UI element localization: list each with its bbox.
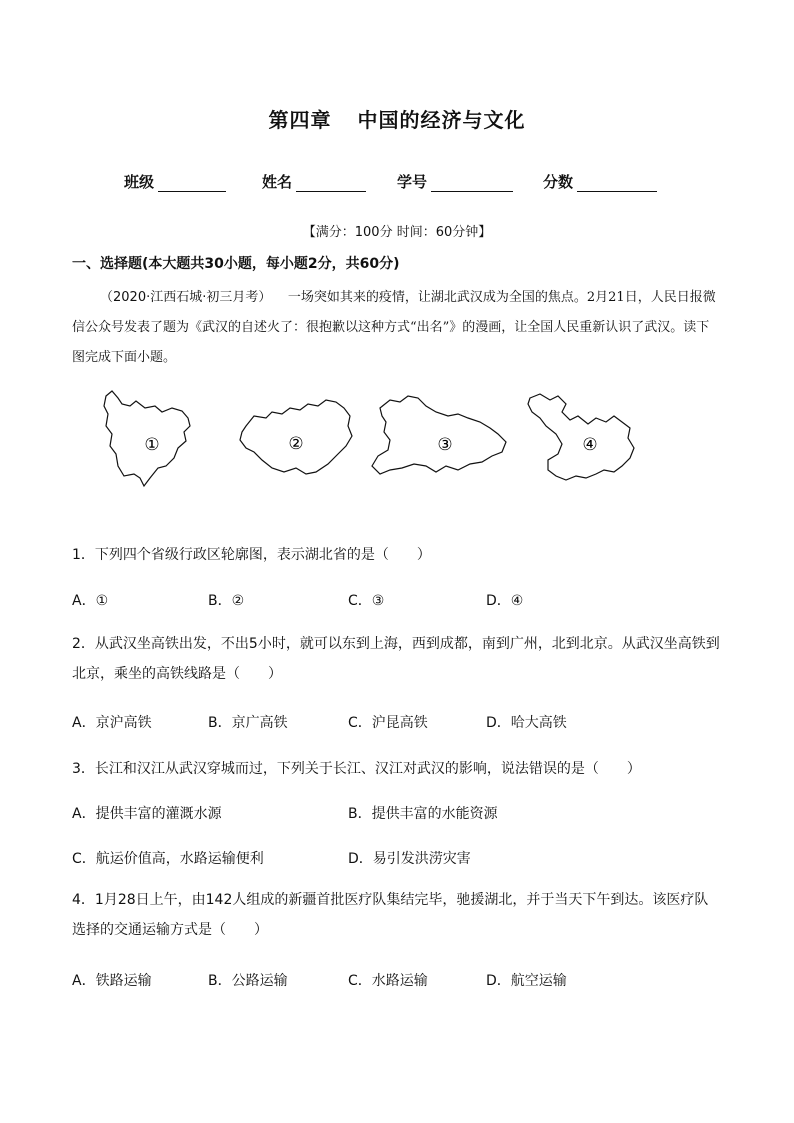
question-3-option-d[interactable]: D．易引发洪涝灾害	[348, 851, 471, 867]
question-3-option-b[interactable]: B．提供丰富的水能资源	[348, 806, 498, 822]
chapter-name: 中国的经济与文化	[357, 108, 526, 132]
question-2-option-c[interactable]: C．沪昆高铁	[348, 715, 428, 731]
student-id-blank[interactable]	[431, 175, 513, 192]
section-title: 一、选择题(本大题共30小题，每小题2分，共60分)	[72, 256, 400, 272]
province-map-2	[240, 400, 352, 474]
student-id-label: 学号	[397, 173, 428, 191]
province-map-1	[104, 391, 190, 486]
question-3-option-a[interactable]: A．提供丰富的灌溉水源	[72, 806, 222, 822]
question-2-option-b[interactable]: B．京广高铁	[208, 715, 288, 731]
name-blank[interactable]	[296, 175, 366, 192]
class-label: 班级	[124, 173, 155, 191]
question-1-option-b[interactable]: B．②	[208, 593, 245, 609]
province-outline-maps	[100, 386, 640, 496]
map-label-4: ④	[582, 435, 598, 455]
chapter-number: 第四章	[268, 108, 332, 132]
question-3-stem: 3．长江和汉江从武汉穿城而过，下列关于长江、汉江对武汉的影响，说法错误的是（ ）	[72, 761, 641, 777]
intro-source: （2020·江西石城·初三月考）	[100, 290, 272, 305]
question-2-stem: 2．从武汉坐高铁出发，不出5小时，就可以东到上海，西到成都，南到广州，北到北京。从武汉坐高铁到北京，乘坐的高铁线路是（ ）	[72, 636, 720, 682]
score-field[interactable]	[543, 171, 657, 192]
score-time-line: 【满分：100分 时间：60分钟】	[302, 225, 492, 240]
map-label-3: ③	[437, 435, 453, 455]
map-label-2: ②	[288, 434, 304, 454]
intro-text: 一场突如其来的疫情，让湖北武汉成为全国的焦点。2月21日，人民日报微信公众号发表了题为《武汉的自述火了：很抱歉以这种方式“出名”》的漫画，让全国人民重新认识了武汉。读下图完成下面小题。	[72, 290, 716, 365]
name-field[interactable]	[262, 171, 366, 192]
student-id-field[interactable]	[397, 171, 513, 192]
question-4-option-d[interactable]: D．航空运输	[486, 973, 567, 989]
score-label: 分数	[543, 173, 574, 191]
question-2-option-d[interactable]: D．哈大高铁	[486, 715, 567, 731]
question-1-option-c[interactable]: C．③	[348, 593, 385, 609]
question-2-option-a[interactable]: A．京沪高铁	[72, 715, 152, 731]
score-blank[interactable]	[577, 175, 657, 192]
province-map-4	[528, 394, 634, 480]
page-title	[0, 104, 794, 133]
question-4-option-c[interactable]: C．水路运输	[348, 973, 428, 989]
class-field[interactable]	[124, 171, 226, 192]
class-blank[interactable]	[158, 175, 226, 192]
question-1-option-d[interactable]: D．④	[486, 593, 524, 609]
question-1-option-a[interactable]: A．①	[72, 593, 109, 609]
intro-paragraph	[72, 283, 722, 373]
question-3-option-c[interactable]: C．航运价值高，水路运输便利	[72, 851, 264, 867]
map-label-1: ①	[144, 435, 160, 455]
province-map-3	[372, 396, 506, 474]
name-label: 姓名	[262, 173, 293, 191]
question-4-stem: 4．1月28日上午，由142人组成的新疆首批医疗队集结完毕，驰援湖北，并于当天下午到达。该医疗队选择的交通运输方式是（ ）	[72, 892, 709, 938]
question-4-option-b[interactable]: B．公路运输	[208, 973, 288, 989]
question-4-option-a[interactable]: A．铁路运输	[72, 973, 152, 989]
question-1-stem: 1．下列四个省级行政区轮廓图，表示湖北省的是（ ）	[72, 547, 431, 563]
